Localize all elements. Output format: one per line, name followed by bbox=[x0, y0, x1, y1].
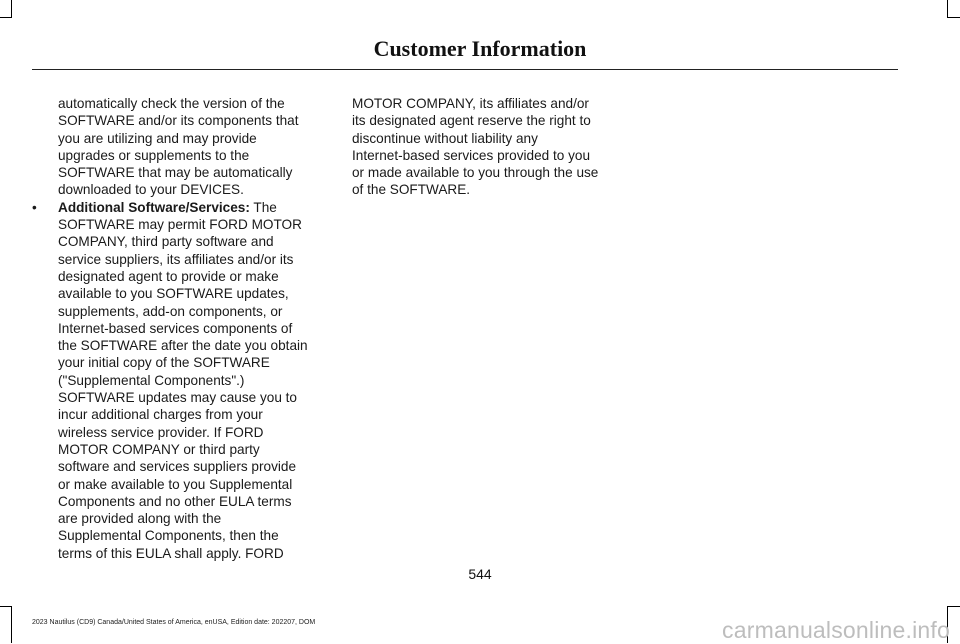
crop-mark-top-left-v bbox=[11, 0, 12, 17]
text-line: its designated agent reserve the right to bbox=[352, 113, 591, 129]
text-line: or make available to you Supplemental bbox=[58, 476, 293, 492]
header-rule bbox=[32, 69, 898, 70]
text-line: you are utilizing and may provide bbox=[58, 130, 257, 146]
text-line: Internet-based services provided to you bbox=[352, 147, 591, 163]
text-line: terms of this EULA shall apply. FORD bbox=[58, 545, 284, 561]
bullet-first-line bbox=[58, 199, 308, 216]
bullet-lead: Additional Software/Services: bbox=[58, 199, 250, 215]
text-line: SOFTWARE may permit FORD MOTOR bbox=[58, 217, 302, 233]
continuation-paragraph bbox=[352, 95, 602, 199]
text-line: your initial copy of the SOFTWARE bbox=[58, 355, 270, 371]
text-line: wireless service provider. If FORD bbox=[58, 424, 264, 440]
text-line: the SOFTWARE after the date you obtain bbox=[58, 338, 308, 354]
text-line: are provided along with the bbox=[58, 511, 222, 527]
text-line: available to you SOFTWARE updates, bbox=[58, 286, 289, 302]
crop-mark-bottom-left-v bbox=[11, 606, 12, 643]
text-line: downloaded to your DEVICES. bbox=[58, 182, 244, 198]
footer-edition-text: 2023 Nautilus (CD9) Canada/United States of America, enUSA, Edition date: 202207, DOM bbox=[32, 619, 316, 626]
text-line: upgrades or supplements to the bbox=[58, 147, 250, 163]
text-line: MOTOR COMPANY, its affiliates and/or bbox=[352, 96, 589, 111]
text-line: Supplemental Components, then the bbox=[58, 528, 279, 544]
text-line: service suppliers, its affiliates and/or its bbox=[58, 251, 294, 267]
text-line: SOFTWARE updates may cause you to bbox=[58, 390, 297, 406]
page-title: Customer Information bbox=[373, 36, 587, 61]
crop-mark-bottom-right-h bbox=[947, 606, 960, 607]
intro-paragraph bbox=[58, 95, 308, 199]
crop-mark-top-left-h bbox=[0, 17, 12, 18]
crop-mark-bottom-left-h bbox=[0, 606, 12, 607]
text-line: SOFTWARE that may be automatically bbox=[58, 165, 293, 181]
left-column bbox=[32, 95, 308, 562]
right-column bbox=[352, 95, 602, 199]
text-line: of the SOFTWARE. bbox=[352, 182, 471, 198]
text-line: supplements, add-on components, or bbox=[58, 303, 283, 319]
crop-mark-top-right-h bbox=[947, 17, 960, 18]
bullet-first-line-rest: The bbox=[249, 199, 277, 215]
watermark: carmanualsonline.info bbox=[722, 617, 950, 643]
text-line: or made available to you through the use bbox=[352, 165, 599, 181]
text-line: designated agent to provide or make bbox=[58, 268, 279, 284]
text-line: software and services suppliers provide bbox=[58, 459, 297, 475]
bullet-icon: • bbox=[32, 199, 37, 215]
text-line: ("Supplemental Components".) bbox=[58, 372, 245, 388]
text-line: Components and no other EULA terms bbox=[58, 493, 292, 509]
text-line: discontinue without liability any bbox=[352, 130, 538, 146]
bullet-item-additional-software bbox=[32, 199, 308, 562]
text-line: SOFTWARE and/or its components that bbox=[58, 113, 299, 129]
crop-mark-top-right-v bbox=[947, 0, 948, 17]
text-line: automatically check the version of the bbox=[58, 96, 285, 111]
text-line: COMPANY, third party software and bbox=[58, 234, 274, 250]
text-line: Internet-based services components of bbox=[58, 320, 293, 336]
text-line: incur additional charges from your bbox=[58, 407, 263, 423]
page-number: 544 bbox=[468, 566, 492, 582]
text-line: MOTOR COMPANY or third party bbox=[58, 441, 260, 457]
